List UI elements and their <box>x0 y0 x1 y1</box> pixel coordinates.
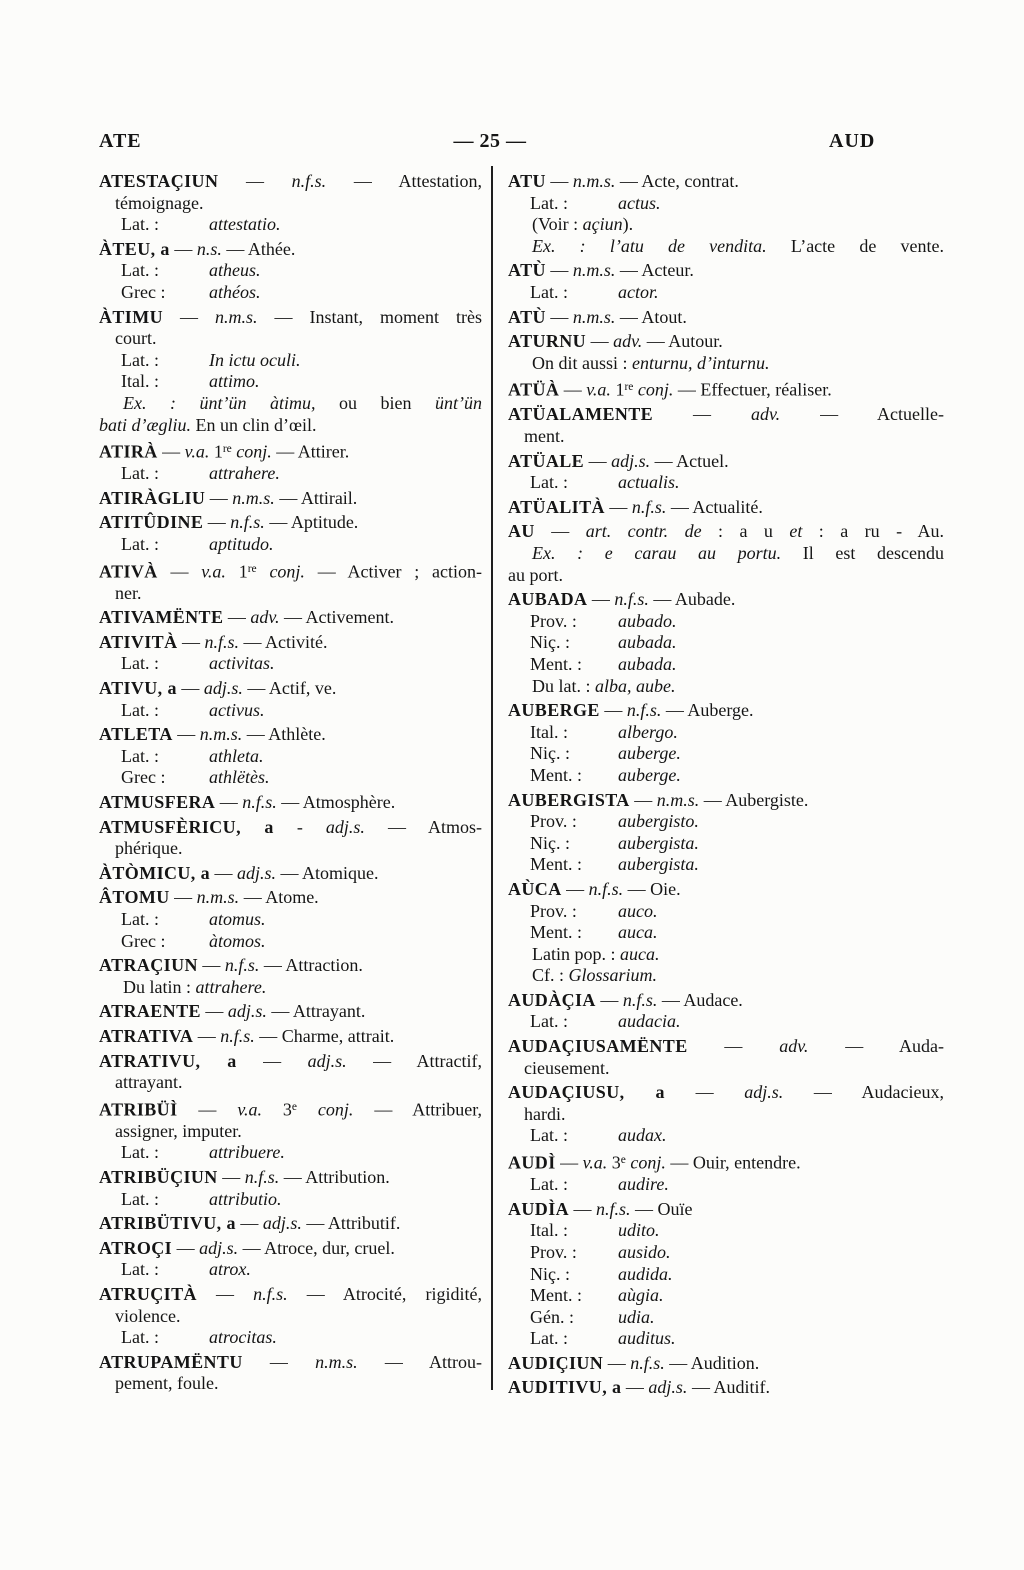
headword: ATRIBÜÇIUN <box>99 1167 218 1188</box>
entry-line: cieusement. <box>524 1057 610 1078</box>
language-label: Lat. : <box>121 1259 159 1280</box>
headword: AUDIÇIUN <box>508 1352 604 1373</box>
entry-head-line: ATIVÀ — v.a. 1re conj. — Activer ; action- <box>99 561 483 582</box>
entry-line: Lat. : audax. <box>530 1125 667 1146</box>
running-head-right: AUD <box>829 130 876 152</box>
headword: AUDAÇIUSAMËNTE <box>508 1036 688 1057</box>
headword: ATRAENTE <box>99 1001 201 1022</box>
language-label: Lat. : <box>530 1125 568 1146</box>
entry-line: Lat. : attrahere. <box>121 463 280 484</box>
entry-head-line: AUBERGISTA — n.m.s. — Aubergiste. <box>508 789 809 810</box>
language-label: Niç. : <box>530 632 570 653</box>
entry-line: Niç. : audida. <box>530 1263 673 1284</box>
entry-line: On dit aussi : enturnu, d’inturnu. <box>532 352 770 373</box>
entry-head-line: ATÜALAMENTE — adv. — Actuelle- <box>508 404 944 425</box>
entry-line: Lat. : actor. <box>530 281 659 302</box>
entry-line: Lat. : attributio. <box>121 1188 282 1209</box>
entry-head-line: ATRAÇIUN — n.f.s. — Attraction. <box>99 955 363 976</box>
entry-line: Lat. : atheus. <box>121 260 261 281</box>
entry-head-line: ATROÇI — adj.s. — Atroce, dur, cruel. <box>99 1237 395 1258</box>
language-label: Lat. : <box>121 463 159 484</box>
entry-line: Ital. : udito. <box>530 1220 660 1241</box>
entry-line: hardi. <box>524 1103 566 1124</box>
language-label: Grec : <box>121 930 166 951</box>
entry-line: Niç. : auberge. <box>530 743 681 764</box>
entry-line: Ital. : albergo. <box>530 721 678 742</box>
entry-head-line: AUDÌ — v.a. 3e conj. — Ouir, entendre. <box>508 1152 801 1173</box>
language-label: Niç. : <box>530 832 570 853</box>
running-head-left: ATE <box>99 130 142 152</box>
language-label: Ment. : <box>530 653 582 674</box>
entry-head-line: ATU — n.m.s. — Acte, contrat. <box>508 171 739 191</box>
headword: ATÙ <box>508 306 546 327</box>
entry-head-line: ATIVAMËNTE — adv. — Activement. <box>99 607 394 628</box>
entry-line: Lat. : actualis. <box>530 472 680 493</box>
entry-head-line: AUDÌA — n.f.s. — Ouïe <box>508 1198 693 1219</box>
entry-head-line: ÀTÒMICU, a — adj.s. — Atomique. <box>99 862 379 883</box>
entry-head-line: AUDITIVU, a — adj.s. — Auditif. <box>508 1377 770 1398</box>
entry-head-line: AÙCA — n.f.s. — Oie. <box>508 878 681 899</box>
entry-head-line: ATESTAÇIUN — n.f.s. — Attestation, <box>99 171 482 191</box>
entry-head-line: ATRUPAMËNTU — n.m.s. — Attrou- <box>99 1351 482 1372</box>
entry-line: Ex. : e carau au portu. Il est descendu <box>532 543 945 563</box>
language-label: Niç. : <box>530 743 570 764</box>
entry-head-line: ATRIBÜÇIUN — n.f.s. — Attribution. <box>99 1167 390 1188</box>
entry-line: ner. <box>115 582 142 603</box>
entry-line: Ex. : l’atu de vendita. L’acte de vente. <box>532 235 944 256</box>
headword: ATÜALE <box>508 450 585 471</box>
headword: ATRIBÜTIVU, a <box>99 1213 236 1234</box>
headword: ATÜALITÀ <box>508 496 605 517</box>
entry-line: Ment. : aùgia. <box>530 1285 664 1306</box>
entry-head-line: ATURNU — adv. — Autour. <box>508 331 723 352</box>
entry-line: violence. <box>115 1305 181 1326</box>
entry-line: Niç. : aubada. <box>530 632 677 653</box>
entry-head-line: ATIVU, a — adj.s. — Actif, ve. <box>99 678 337 699</box>
entry-line: assigner, imputer. <box>115 1120 242 1141</box>
headword: AUDÌA <box>508 1198 570 1219</box>
entry-line: Ital. : attimo. <box>121 371 260 392</box>
entry-head-line: ATIRÀ — v.a. 1re conj. — Attirer. <box>99 441 350 462</box>
language-label: Lat. : <box>530 1011 568 1032</box>
language-label: Lat. : <box>121 1327 159 1348</box>
headword: ATIRÀ <box>99 441 158 462</box>
entry-head-line: ATMUSFERA — n.f.s. — Atmosphère. <box>99 792 396 813</box>
entry-head-line: ATIVITÀ — n.f.s. — Activité. <box>99 631 328 652</box>
entry-head-line: ATÜALITÀ — n.f.s. — Actualité. <box>508 496 763 517</box>
language-label: Grec : <box>121 767 166 788</box>
headword: ATESTAÇIUN <box>99 171 219 191</box>
entry-head-line: ATRIBÜÌ — v.a. 3e conj. — Attribuer, <box>99 1099 483 1120</box>
entry-line: Du lat. : alba, aube. <box>532 675 676 696</box>
headword: AUDITIVU, a <box>508 1377 622 1398</box>
language-label: Ital. : <box>121 371 159 392</box>
language-label: Lat. : <box>530 1328 568 1349</box>
entry-head-line: AUDAÇIUSU, a — adj.s. — Audacieux, <box>508 1082 944 1103</box>
language-label: Grec : <box>121 281 166 302</box>
entry-line: Lat. : atrocitas. <box>121 1327 277 1348</box>
entry-line: Ment. : aubada. <box>530 653 677 674</box>
headword: ATÙ <box>508 260 546 281</box>
headword: ATURNU <box>508 331 587 352</box>
headword: ATU <box>508 171 546 191</box>
headword: AU <box>508 521 535 542</box>
headword: ÀTÒMICU, a <box>99 862 210 883</box>
entry-line: Latin pop. : auca. <box>532 943 660 964</box>
language-label: Lat. : <box>121 745 159 766</box>
language-label: Lat. : <box>121 349 159 370</box>
language-label: Lat. : <box>121 909 159 929</box>
language-label: Ment. : <box>530 1285 582 1306</box>
entry-line: Niç. : aubergista. <box>530 832 699 853</box>
headword: ÂTOMU <box>99 887 170 908</box>
entry-line: Gén. : udia. <box>530 1306 655 1327</box>
entry-head-line: ATITÛDINE — n.f.s. — Aptitude. <box>99 512 359 533</box>
language-label: Prov. : <box>530 1241 577 1262</box>
headword: AUBADA <box>508 589 588 610</box>
headword: ATLETA <box>99 724 173 745</box>
headword: ATRATIVA <box>99 1025 194 1046</box>
entry-head-line: ATÙ — n.m.s. — Atout. <box>508 306 687 327</box>
entry-head-line: ATÜÀ — v.a. 1re conj. — Effectuer, réaliser. <box>508 379 832 400</box>
headword: ATIVITÀ <box>99 631 178 652</box>
headword: ATIRÀGLIU <box>99 487 206 508</box>
headword: ATÜÀ <box>508 379 560 400</box>
headword: ATIVAMËNTE <box>99 607 224 628</box>
language-label: Ment. : <box>530 922 582 943</box>
entry-line: Ment. : auberge. <box>530 764 681 785</box>
entry-line: Lat. : actus. <box>530 192 661 213</box>
headword: ATIVU, a <box>99 678 177 699</box>
entry-head-line: ATIRÀGLIU — n.m.s. — Attirail. <box>99 487 358 508</box>
entry-line: attrayant. <box>115 1072 183 1093</box>
entry-head-line: AUBADA — n.f.s. — Aubade. <box>508 589 736 610</box>
language-label: Ital. : <box>530 721 568 742</box>
entry-line: Lat. : audacia. <box>530 1011 681 1032</box>
language-label: Lat. : <box>121 534 159 554</box>
headword: ATROÇI <box>99 1237 173 1258</box>
entry-line: phérique. <box>115 838 183 859</box>
page-number: — 25 — <box>453 130 527 152</box>
entry-line: Lat. : auditus. <box>530 1328 676 1349</box>
language-label: Lat. : <box>121 1188 159 1209</box>
entry-line: Lat. : activus. <box>121 699 265 720</box>
entry-line: Grec : athéos. <box>121 281 261 302</box>
entry-line: Ment. : aubergista. <box>530 854 699 875</box>
entry-head-line: AUDAÇIUSAMËNTE — adv. — Auda- <box>508 1036 944 1057</box>
headword: ATRUÇITÀ <box>99 1284 197 1304</box>
entry-head-line: AUDÀÇIA — n.f.s. — Audace. <box>508 989 743 1010</box>
language-label: Lat. : <box>121 699 159 720</box>
headword: ATMUSFÈRICU, a <box>99 816 274 837</box>
entry-line: témoignage. <box>115 192 204 213</box>
entry-head-line: ATLETA — n.m.s. — Athlète. <box>99 724 326 745</box>
entry-line: Du latin : attrahere. <box>123 976 267 997</box>
entry-head-line: ATRAENTE — adj.s. — Attrayant. <box>99 1001 366 1022</box>
language-label: Lat. : <box>121 260 159 281</box>
dictionary-column-right <box>508 171 944 1399</box>
entry-head-line: ATRATIVA — n.f.s. — Charme, attrait. <box>99 1025 395 1046</box>
entry-head-line: AUDIÇIUN — n.f.s. — Audition. <box>508 1352 760 1373</box>
language-label: Lat. : <box>530 281 568 302</box>
headword: ATRIBÜÌ <box>99 1099 178 1120</box>
entry-line: Lat. : attestatio. <box>121 214 281 235</box>
headword: ATMUSFERA <box>99 792 216 813</box>
headword: ÀTEU, a <box>99 238 170 259</box>
language-label: Ment. : <box>530 854 582 875</box>
headword: AUBERGISTA <box>508 789 630 810</box>
language-label: Lat. : <box>530 192 568 213</box>
headword: ATITÛDINE <box>99 512 204 533</box>
entry-line: court. <box>115 328 157 349</box>
entry-head-line: ÀTIMU — n.m.s. — Instant, moment très <box>99 306 482 327</box>
entry-line: Lat. : atrox. <box>121 1259 251 1280</box>
entry-head-line: ATRATIVU, a — adj.s. — Attractif, <box>99 1050 483 1071</box>
entry-line: Lat. : attribuere. <box>121 1142 285 1163</box>
entry-head-line: ATMUSFÈRICU, a - adj.s. — Atmos- <box>99 816 482 837</box>
entry-line: Prov. : aubergisto. <box>530 811 699 832</box>
entry-line: Ment. : auca. <box>530 922 658 943</box>
language-label: Prov. : <box>530 811 577 832</box>
language-label: Niç. : <box>530 1263 570 1284</box>
language-label: Lat. : <box>121 214 159 235</box>
entry-line: Lat. : aptitudo. <box>121 534 274 554</box>
dictionary-column-left <box>99 171 482 1395</box>
language-label: Lat. : <box>530 472 568 493</box>
headword: AUBERGE <box>508 700 600 721</box>
headword: ATRUPAMËNTU <box>99 1351 243 1372</box>
headword: ATRATIVU, a <box>99 1050 237 1071</box>
entry-line: Prov. : ausido. <box>530 1241 671 1262</box>
entry-head-line: ATÜALE — adj.s. — Actuel. <box>508 450 729 471</box>
entry-line: pement, foule. <box>115 1373 219 1394</box>
headword: ÀTIMU <box>99 306 163 327</box>
language-label: Ment. : <box>530 764 582 785</box>
entry-head-line: ATÙ — n.m.s. — Acteur. <box>508 260 694 281</box>
headword: ATÜALAMENTE <box>508 404 654 425</box>
entry-line: Lat. : activitas. <box>121 653 275 674</box>
entry-line: Prov. : aubado. <box>530 610 677 631</box>
entry-line: Grec : athlëtès. <box>121 767 270 788</box>
headword: ATRAÇIUN <box>99 955 198 976</box>
entry-line: Ex. : ünt’ün àtimu, ou bien ünt’ün <box>123 392 482 413</box>
headword: AUDAÇIUSU, a <box>508 1082 665 1103</box>
entry-line: Lat. : In ictu oculi. <box>121 349 301 370</box>
entry-line: au port. <box>508 564 563 585</box>
entry-line: Prov. : auco. <box>530 900 658 921</box>
entry-head-line: ATRUÇITÀ — n.f.s. — Atrocité, rigidité, <box>99 1284 482 1304</box>
language-label: Prov. : <box>530 900 577 921</box>
entry-head-line: ÂTOMU — n.m.s. — Atome. <box>99 887 319 908</box>
entry-head-line: ATRIBÜTIVU, a — adj.s. — Attributif. <box>99 1213 401 1234</box>
entry-head-line: AU — art. contr. de : a u et : a ru - Au. <box>508 521 945 542</box>
entry-line: (Voir : açiun). <box>532 214 634 235</box>
entry-line: Grec : àtomos. <box>121 930 266 951</box>
entry-head-line: AUBERGE — n.f.s. — Auberge. <box>508 700 754 721</box>
entry-line: Lat. : audire. <box>530 1174 669 1195</box>
headword: AUDÀÇIA <box>508 989 596 1010</box>
language-label: Prov. : <box>530 610 577 631</box>
headword: AÙCA <box>508 878 562 899</box>
language-label: Lat. : <box>530 1174 568 1195</box>
headword: ATIVÀ <box>99 561 158 582</box>
entry-line: Lat. : atomus. <box>121 909 266 929</box>
entry-line: ment. <box>524 426 565 447</box>
entry-line: bati d’ægliu. En un clin d’œil. <box>99 414 317 435</box>
entry-line: Lat. : athleta. <box>121 745 264 766</box>
headword: AUDÌ <box>508 1152 556 1173</box>
language-label: Gén. : <box>530 1306 574 1327</box>
language-label: Lat. : <box>121 653 159 674</box>
language-label: Lat. : <box>121 1142 159 1163</box>
entry-head-line: ÀTEU, a — n.s. — Athée. <box>99 238 296 259</box>
column-divider-rule <box>491 166 493 1390</box>
language-label: Ital. : <box>530 1220 568 1241</box>
entry-line: Cf. : Glossarium. <box>532 965 658 986</box>
